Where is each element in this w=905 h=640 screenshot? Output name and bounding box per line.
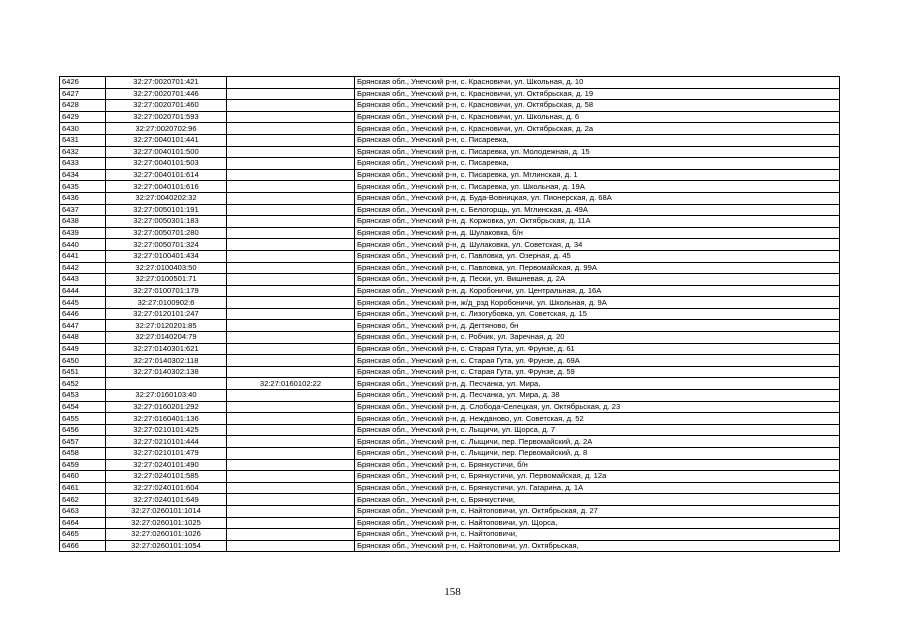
cadastral-number: 32:27:0040101:614 — [106, 169, 227, 181]
table-row — [60, 448, 840, 460]
row-number: 6428 — [60, 100, 106, 112]
row-number: 6459 — [60, 459, 106, 471]
cadastral-number-alt — [227, 424, 355, 436]
address: Брянская обл., Унечский р-н, с. Писаревка, — [355, 158, 840, 170]
table-row — [60, 320, 840, 332]
address: Брянская обл., Унечский р-н, с. Красновичи, ул. Октябрьская, д. 19 — [355, 88, 840, 100]
cadastral-number-alt — [227, 471, 355, 483]
cadastral-number: 32:27:0140204:79 — [106, 332, 227, 344]
row-number: 6458 — [60, 448, 106, 460]
address: Брянская обл., Унечский р-н, д. Слобода-Селецкая, ул. Октябрьская, д. 23 — [355, 401, 840, 413]
cadastral-number-alt — [227, 494, 355, 506]
cadastral-number: 32:27:0040101:500 — [106, 146, 227, 158]
table-row — [60, 297, 840, 309]
row-number: 6426 — [60, 77, 106, 89]
cadastral-number-alt — [227, 308, 355, 320]
cadastral-number-alt — [227, 192, 355, 204]
cadastral-number: 32:27:0050701:324 — [106, 239, 227, 251]
table-row — [60, 505, 840, 517]
cadastral-number: 32:27:0120101:247 — [106, 308, 227, 320]
cadastral-number: 32:27:0260101:1026 — [106, 529, 227, 541]
table-row — [60, 227, 840, 239]
cadastral-number-alt — [227, 204, 355, 216]
row-number: 6466 — [60, 540, 106, 552]
cadastral-number: 32:27:0120201:85 — [106, 320, 227, 332]
cadastral-number: 32:27:0210101:425 — [106, 424, 227, 436]
cadastral-number: 32:27:0240101:649 — [106, 494, 227, 506]
row-number: 6444 — [60, 285, 106, 297]
cadastral-number-alt — [227, 401, 355, 413]
table-row — [60, 390, 840, 402]
address: Брянская обл., Унечский р-н, с. Павловка, ул. Первомайская, д. 99А — [355, 262, 840, 274]
table-row — [60, 158, 840, 170]
cadastral-number-alt — [227, 77, 355, 89]
address: Брянская обл., Унечский р-н, д. Нежданово, ул. Советская, д. 52 — [355, 413, 840, 425]
row-number: 6454 — [60, 401, 106, 413]
table-row — [60, 285, 840, 297]
cadastral-number-alt — [227, 297, 355, 309]
row-number: 6429 — [60, 111, 106, 123]
cadastral-number: 32:27:0260101:1014 — [106, 505, 227, 517]
table-row — [60, 482, 840, 494]
address: Брянская обл., Унечский р-н, д. Шулаковка, б/н — [355, 227, 840, 239]
row-number: 6462 — [60, 494, 106, 506]
cadastral-number: 32:27:0260101:1025 — [106, 517, 227, 529]
cadastral-number-alt — [227, 482, 355, 494]
table-row — [60, 378, 840, 390]
row-number: 6463 — [60, 505, 106, 517]
cadastral-number: 32:27:0050301:183 — [106, 216, 227, 228]
cadastral-number-alt — [227, 459, 355, 471]
row-number: 6461 — [60, 482, 106, 494]
row-number: 6427 — [60, 88, 106, 100]
row-number: 6442 — [60, 262, 106, 274]
cadastral-number-alt — [227, 274, 355, 286]
cadastral-number-alt — [227, 366, 355, 378]
cadastral-number-alt — [227, 111, 355, 123]
cadastral-number: 32:27:0160401:136 — [106, 413, 227, 425]
table-row — [60, 192, 840, 204]
address: Брянская обл., Унечский р-н, с. Писаревка, ул. Мглинская, д. 1 — [355, 169, 840, 181]
address: Брянская обл., Унечский р-н, с. Лыщичи, пер. Первомайский, д. 8 — [355, 448, 840, 460]
table-row — [60, 308, 840, 320]
address: Брянская обл., Унечский р-н, с. Писаревка, ул. Школьная, д. 19А — [355, 181, 840, 193]
address: Брянская обл., Унечский р-н, с. Брянкустичи, ул. Первомайская, д. 12а — [355, 471, 840, 483]
address: Брянская обл., Унечский р-н, с. Писаревка, — [355, 134, 840, 146]
address: Брянская обл., Унечский р-н, с. Лыщичи, ул. Щорса, д. 7 — [355, 424, 840, 436]
address: Брянская обл., Унечский р-н, с. Брянкустичи, ул. Гагарина, д. 1А — [355, 482, 840, 494]
row-number: 6438 — [60, 216, 106, 228]
cadastral-number: 32:27:0140301:621 — [106, 343, 227, 355]
table-row — [60, 494, 840, 506]
table-row — [60, 134, 840, 146]
table-row — [60, 401, 840, 413]
cadastral-number-alt — [227, 517, 355, 529]
row-number: 6449 — [60, 343, 106, 355]
address: Брянская обл., Унечский р-н, с. Найтоповичи, ул. Октябрьская, — [355, 540, 840, 552]
cadastral-number: 32:27:0140302:138 — [106, 366, 227, 378]
cadastral-number-alt — [227, 285, 355, 297]
cadastral-number: 32:27:0040101:616 — [106, 181, 227, 193]
cadastral-number-alt: 32:27:0160102:22 — [227, 378, 355, 390]
row-number: 6430 — [60, 123, 106, 135]
table-row — [60, 146, 840, 158]
table-row — [60, 169, 840, 181]
address: Брянская обл., Унечский р-н, д. Песчанка, ул. Мира, д. 38 — [355, 390, 840, 402]
cadastral-number: 32:27:0050701:280 — [106, 227, 227, 239]
cadastral-number-alt — [227, 448, 355, 460]
cadastral-number: 32:27:0240101:490 — [106, 459, 227, 471]
table-body — [60, 77, 840, 552]
table-row — [60, 471, 840, 483]
row-number: 6448 — [60, 332, 106, 344]
cadastral-number-alt — [227, 134, 355, 146]
row-number: 6433 — [60, 158, 106, 170]
cadastral-number: 32:27:0100902:6 — [106, 297, 227, 309]
address: Брянская обл., Унечский р-н, с. Красновичи, ул. Октябрьская, д. 58 — [355, 100, 840, 112]
cadastral-number-alt — [227, 123, 355, 135]
table-row — [60, 216, 840, 228]
cadastral-number: 32:27:0020701:593 — [106, 111, 227, 123]
cadastral-number: 32:27:0210101:479 — [106, 448, 227, 460]
address: Брянская обл., Унечский р-н, ж/д_рзд Коробоничи, ул. Школьная, д. 9А — [355, 297, 840, 309]
row-number: 6460 — [60, 471, 106, 483]
row-number: 6432 — [60, 146, 106, 158]
table-row — [60, 274, 840, 286]
table-row — [60, 111, 840, 123]
cadastral-number: 32:27:0100501:71 — [106, 274, 227, 286]
address: Брянская обл., Унечский р-н, д. Коржовка, ул. Октябрьская, д. 11А — [355, 216, 840, 228]
row-number: 6440 — [60, 239, 106, 251]
address: Брянская обл., Унечский р-н, с. Старая Гута, ул. Фрунзе, д. 59 — [355, 366, 840, 378]
row-number: 6437 — [60, 204, 106, 216]
table-row — [60, 77, 840, 89]
table-row — [60, 529, 840, 541]
cadastral-number-alt — [227, 355, 355, 367]
table-row — [60, 181, 840, 193]
address: Брянская обл., Унечский р-н, д. Песчанка, ул. Мира, — [355, 378, 840, 390]
address: Брянская обл., Унечский р-н, с. Лизогубовка, ул. Советская, д. 15 — [355, 308, 840, 320]
cadastral-number-alt — [227, 239, 355, 251]
cadastral-number-alt — [227, 505, 355, 517]
cadastral-number: 32:27:0160103:40 — [106, 390, 227, 402]
table-row — [60, 355, 840, 367]
property-table — [59, 76, 840, 552]
row-number: 6431 — [60, 134, 106, 146]
cadastral-number: 32:27:0040101:503 — [106, 158, 227, 170]
row-number: 6441 — [60, 250, 106, 262]
cadastral-number: 32:27:0100401:434 — [106, 250, 227, 262]
row-number: 6457 — [60, 436, 106, 448]
address: Брянская обл., Унечский р-н, с. Найтоповичи, — [355, 529, 840, 541]
cadastral-number: 32:27:0240101:585 — [106, 471, 227, 483]
address: Брянская обл., Унечский р-н, с. Старая Гута, ул. Фрунзе, д. 61 — [355, 343, 840, 355]
address: Брянская обл., Унечский р-н, с. Белогорщь, ул. Мглинская, д. 49А — [355, 204, 840, 216]
cadastral-number-alt — [227, 390, 355, 402]
address: Брянская обл., Унечский р-н, с. Старая Гута, ул. Фрунзе, д. 69А — [355, 355, 840, 367]
cadastral-number: 32:27:0210101:444 — [106, 436, 227, 448]
address: Брянская обл., Унечский р-н, с. Робчик, ул. Заречная, д. 20 — [355, 332, 840, 344]
address: Брянская обл., Унечский р-н, с. Брянкустичи, б/н — [355, 459, 840, 471]
table-row — [60, 343, 840, 355]
row-number: 6445 — [60, 297, 106, 309]
row-number: 6435 — [60, 181, 106, 193]
table-row — [60, 413, 840, 425]
cadastral-number: 32:27:0160201:292 — [106, 401, 227, 413]
cadastral-number-alt — [227, 320, 355, 332]
cadastral-number-alt — [227, 436, 355, 448]
row-number: 6447 — [60, 320, 106, 332]
table-row — [60, 517, 840, 529]
table-row — [60, 100, 840, 112]
cadastral-number: 32:27:0020701:446 — [106, 88, 227, 100]
cadastral-number-alt — [227, 146, 355, 158]
cadastral-number-alt — [227, 227, 355, 239]
row-number: 6439 — [60, 227, 106, 239]
address: Брянская обл., Унечский р-н, д. Шулаковка, ул. Советская, д. 34 — [355, 239, 840, 251]
address: Брянская обл., Унечский р-н, с. Брянкустичи, — [355, 494, 840, 506]
cadastral-number — [106, 378, 227, 390]
address: Брянская обл., Унечский р-н, с. Красновичи, ул. Октябрьская, д. 2а — [355, 123, 840, 135]
address: Брянская обл., Унечский р-н, д. Пески, ул. Вишневая, д. 2А — [355, 274, 840, 286]
table-row — [60, 250, 840, 262]
cadastral-number: 32:27:0260101:1054 — [106, 540, 227, 552]
row-number: 6455 — [60, 413, 106, 425]
row-number: 6436 — [60, 192, 106, 204]
row-number: 6446 — [60, 308, 106, 320]
cadastral-number: 32:27:0140302:118 — [106, 355, 227, 367]
address: Брянская обл., Унечский р-н, с. Лыщичи, пер. Первомайский, д. 2А — [355, 436, 840, 448]
cadastral-number-alt — [227, 88, 355, 100]
address: Брянская обл., Унечский р-н, с. Найтоповичи, ул. Щорса, — [355, 517, 840, 529]
table-row — [60, 424, 840, 436]
cadastral-number-alt — [227, 343, 355, 355]
row-number: 6452 — [60, 378, 106, 390]
row-number: 6451 — [60, 366, 106, 378]
cadastral-number-alt — [227, 540, 355, 552]
table-row — [60, 88, 840, 100]
cadastral-number-alt — [227, 100, 355, 112]
cadastral-number-alt — [227, 216, 355, 228]
table-row — [60, 366, 840, 378]
address: Брянская обл., Унечский р-н, д. Буда-Вовницкая, ул. Пионерская, д. 68А — [355, 192, 840, 204]
row-number: 6434 — [60, 169, 106, 181]
table-row — [60, 123, 840, 135]
cadastral-number-alt — [227, 250, 355, 262]
cadastral-number-alt — [227, 262, 355, 274]
row-number: 6456 — [60, 424, 106, 436]
cadastral-number: 32:27:0100403:50 — [106, 262, 227, 274]
cadastral-number-alt — [227, 413, 355, 425]
cadastral-number-alt — [227, 169, 355, 181]
row-number: 6443 — [60, 274, 106, 286]
row-number: 6465 — [60, 529, 106, 541]
cadastral-number: 32:27:0040101:441 — [106, 134, 227, 146]
cadastral-number: 32:27:0020701:421 — [106, 77, 227, 89]
address: Брянская обл., Унечский р-н, с. Павловка, ул. Озерная, д. 45 — [355, 250, 840, 262]
cadastral-number: 32:27:0240101:604 — [106, 482, 227, 494]
cadastral-number: 32:27:0020702:96 — [106, 123, 227, 135]
cadastral-number-alt — [227, 529, 355, 541]
table-row — [60, 262, 840, 274]
address: Брянская обл., Унечский р-н, с. Красновичи, ул. Школьная, д. 10 — [355, 77, 840, 89]
cadastral-number-alt — [227, 181, 355, 193]
table-row — [60, 204, 840, 216]
cadastral-number-alt — [227, 158, 355, 170]
cadastral-number: 32:27:0100701:179 — [106, 285, 227, 297]
table-row — [60, 540, 840, 552]
cadastral-number-alt — [227, 332, 355, 344]
address: Брянская обл., Унечский р-н, д. Дегтяново, бн — [355, 320, 840, 332]
page-number: 158 — [444, 586, 461, 598]
cadastral-number: 32:27:0040202:32 — [106, 192, 227, 204]
row-number: 6450 — [60, 355, 106, 367]
row-number: 6453 — [60, 390, 106, 402]
table-row — [60, 332, 840, 344]
row-number: 6464 — [60, 517, 106, 529]
cadastral-number: 32:27:0020701:460 — [106, 100, 227, 112]
table-row — [60, 436, 840, 448]
address: Брянская обл., Унечский р-н, с. Найтоповичи, ул. Октябрьская, д. 27 — [355, 505, 840, 517]
address: Брянская обл., Унечский р-н, с. Красновичи, ул. Школьная, д. 6 — [355, 111, 840, 123]
address: Брянская обл., Унечский р-н, д. Коробоничи, ул. Центральная, д. 16А — [355, 285, 840, 297]
table-row — [60, 239, 840, 251]
table-row — [60, 459, 840, 471]
address: Брянская обл., Унечский р-н, с. Писаревка, ул. Молодежная, д. 15 — [355, 146, 840, 158]
cadastral-number: 32:27:0050101:191 — [106, 204, 227, 216]
